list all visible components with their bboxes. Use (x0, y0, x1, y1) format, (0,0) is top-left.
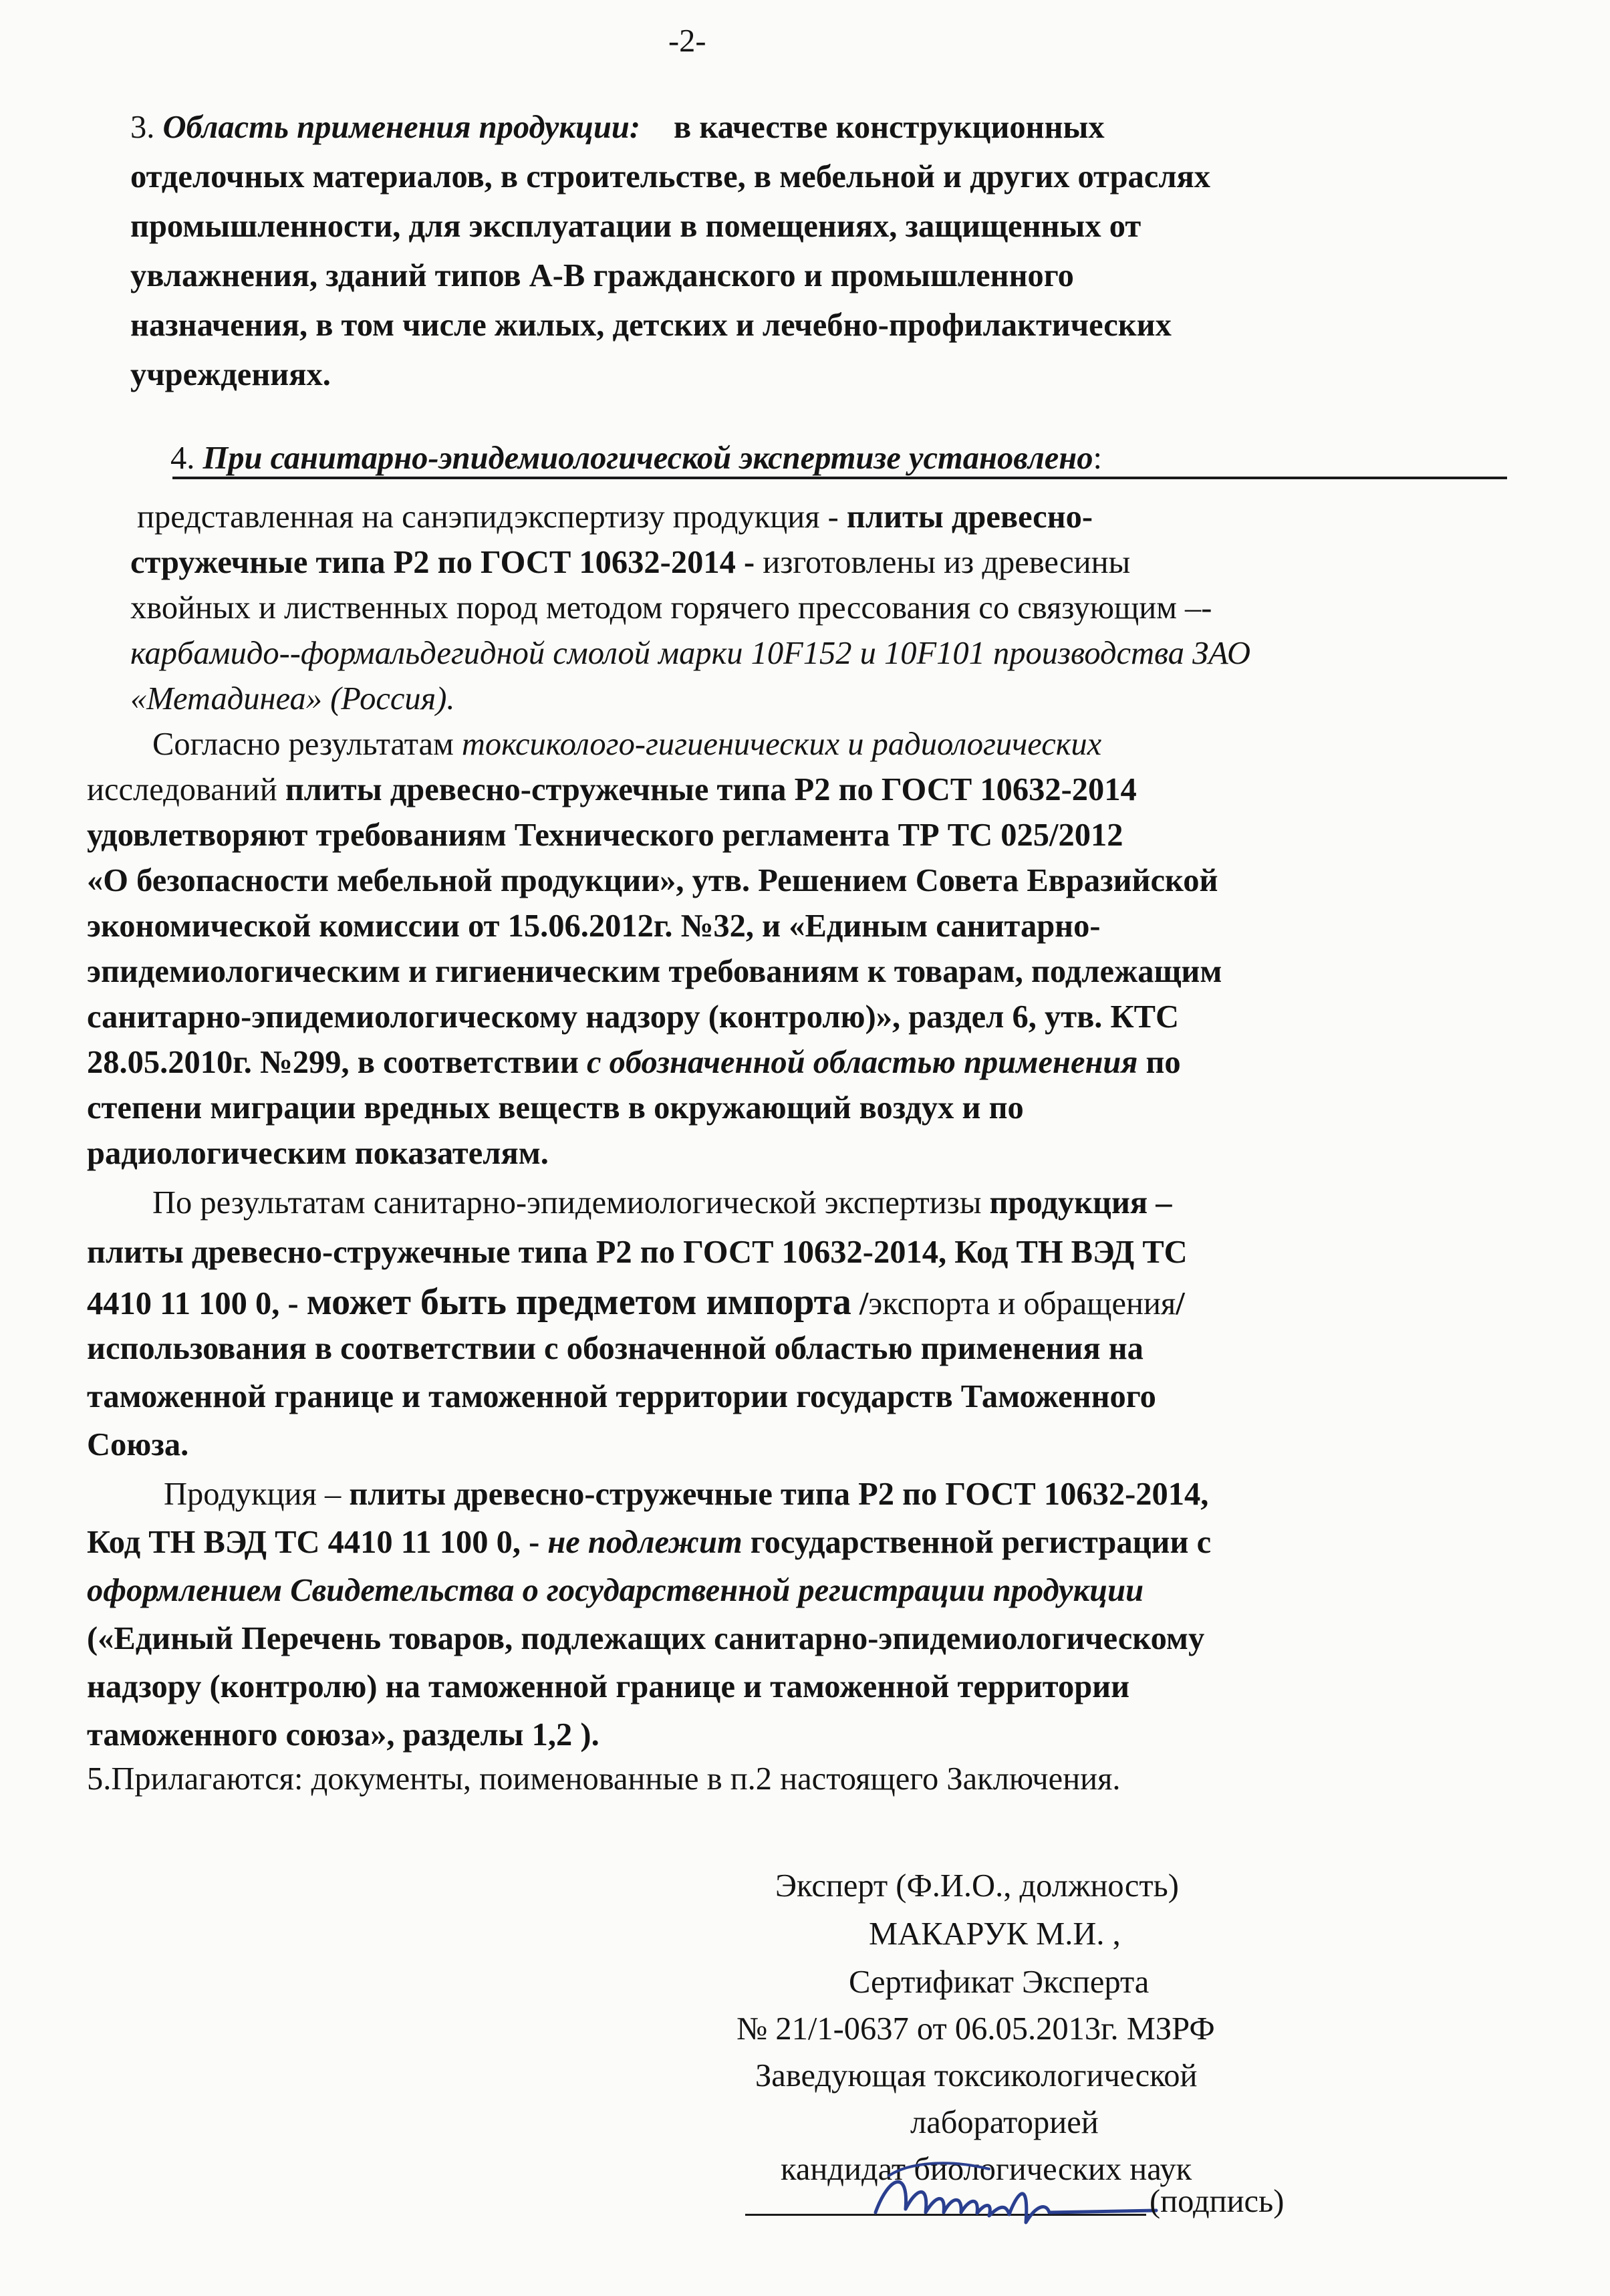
p3-l3-slash-end: / (1176, 1286, 1185, 1321)
p3-l3-code: 4410 11 100 0, - (87, 1286, 307, 1321)
p3-l1-bold: продукция – (989, 1185, 1172, 1221)
p1-l2-product: стружечные типа Р2 по ГОСТ 10632-2014 - (130, 545, 763, 580)
p2-l1-text: Согласно результатам (152, 727, 462, 762)
p1-line-5: «Метадинеа» (Россия). (130, 681, 455, 717)
p4-l1-product: плиты древесно-стружечные типа Р2 по ГОСТ 10632-2014, (349, 1477, 1209, 1512)
section-4-title: При санитарно-эпидемиологической экспертизе установлено (203, 440, 1093, 476)
p2-line-7: санитарно-эпидемиологическому надзору (контролю)», раздел 6, утв. КТС (87, 999, 1180, 1035)
p3-l3-export: экспорта и обращения (868, 1286, 1176, 1321)
section-3-line-5: назначения, в том числе жилых, детских и лечебно-профилактических (130, 307, 1172, 343)
section-3-text: в качестве конструкционных (674, 110, 1105, 145)
p3-line-5: таможенной границе и таможенной территории государств Таможенного (87, 1379, 1156, 1414)
sig-certificate-number: № 21/1-0637 от 06.05.2013г. МЗРФ (736, 2011, 1215, 2047)
section-5: 5.Прилагаются: документы, поименованные в п.2 настоящего Заключения. (87, 1761, 1121, 1797)
p2-l1-italic: токсиколого-гигиенических и радиологических (461, 727, 1102, 762)
p2-line-2 (87, 774, 1137, 807)
sig-certificate: Сертификат Эксперта (849, 1964, 1150, 2000)
p4-l2-code: Код ТН ВЭД ТС 4410 11 100 0, - (87, 1525, 548, 1560)
section-4-heading (170, 442, 1102, 475)
section-3-line-6: учреждениях. (130, 357, 331, 392)
p2-line-10: радиологическим показателям. (87, 1136, 549, 1171)
p4-line-1 (164, 1479, 1208, 1511)
p2-l2-product: плиты древесно-стружечные типа Р2 по ГОСТ 10632-2014 (285, 772, 1137, 807)
section-3-line-2: отделочных материалов, в строительстве, в мебельной и других отраслях (130, 159, 1211, 195)
p3-l1-text: По результатам санитарно-эпидемиологической экспертизы (152, 1185, 990, 1221)
p2-l8-italic: с обозначенной областью применения (587, 1045, 1138, 1080)
p2-line-9: степени миграции вредных веществ в окружающий воздух и по (87, 1090, 1024, 1126)
p2-line-8 (87, 1047, 1181, 1079)
p2-line-5: экономической комиссии от 15.06.2012г. №32, и «Единым санитарно- (87, 908, 1101, 944)
p4-line-5: надзору (контролю) на таможенной границе и таможенной территории (87, 1669, 1130, 1704)
p2-line-3: удовлетворяют требованиям Технического регламента ТР ТС 025/2012 (87, 817, 1123, 853)
p4-line-4: («Единый Перечень товаров, подлежащих санитарно-эпидемиологическому (87, 1621, 1205, 1656)
p3-line-6: Союза. (87, 1427, 189, 1462)
sig-lab: лабораторией (910, 2105, 1099, 2140)
section-4-underline (172, 477, 1507, 479)
sig-expert-label: Эксперт (Ф.И.О., должность) (775, 1868, 1179, 1904)
section-3-line-1 (130, 112, 1105, 144)
p3-l3-slash: / (851, 1286, 869, 1321)
p2-l2-text: исследований (87, 772, 285, 807)
p2-line-6: эпидемиологическим и гигиеническим требованиям к товарам, подлежащим (87, 954, 1222, 989)
p3-line-2: плиты древесно-стружечные типа Р2 по ГОСТ 10632-2014, Код ТН ВЭД ТС (87, 1235, 1188, 1270)
p1-line-3: хвойных и лиственных пород методом горячего прессования со связующим –- (130, 590, 1212, 626)
handwritten-signature (869, 2149, 1176, 2229)
p1-l2-text: изготовлены из древесины (763, 545, 1131, 580)
p4-line-3: оформлением Свидетельства о государственной регистрации продукции (87, 1573, 1144, 1608)
section-4-colon: : (1093, 440, 1102, 476)
page-number: -2- (668, 23, 706, 59)
sig-position: Заведующая токсикологической (755, 2058, 1198, 2093)
p3-line-4: использования в соответствии с обозначенной областью применения на (87, 1331, 1144, 1366)
p1-l1-text: представленная на санэпидэкспертизу продукция - (137, 499, 847, 535)
p4-l1-text: Продукция – (164, 1477, 350, 1512)
p1-l1-product: плиты древесно- (846, 499, 1093, 535)
sig-expert-name: МАКАРУК М.И. , (869, 1916, 1121, 1952)
section-3-line-4: увлажнения, зданий типов А-В гражданского и промышленного (130, 258, 1074, 293)
section-4-number: 4. (170, 440, 203, 476)
p4-l2-rest: государственной регистрации с (742, 1525, 1212, 1560)
sig-degree: кандидат биологических наук (781, 2152, 1192, 2187)
p1-line-4: карбамидо--формальдегидной смолой марки 10F152 и 10F101 производства ЗАО (130, 636, 1250, 671)
section-3-heading: Область применения продукции: (162, 110, 641, 145)
p4-line-2 (87, 1527, 1211, 1559)
p1-line-2 (130, 547, 1130, 580)
p1-line-1 (137, 501, 1093, 534)
p3-l3-emphasis: может быть предметом импорта (306, 1281, 851, 1323)
p2-l8-end: по (1137, 1045, 1181, 1080)
section-3-line-3: промышленности, для эксплуатации в помещениях, защищенных от (130, 209, 1142, 244)
sig-label: (подпись) (1150, 2184, 1285, 2219)
p2-l8-bold: 28.05.2010г. №299, в соответствии (87, 1045, 587, 1080)
p4-l2-italic: не подлежит (547, 1525, 743, 1560)
p4-line-6: таможенного союза», разделы 1,2 ). (87, 1717, 599, 1753)
section-3-number: 3. (130, 110, 163, 145)
p3-line-1 (152, 1187, 1172, 1220)
p2-line-4: «О безопасности мебельной продукции», утв. Решением Совета Евразийской (87, 863, 1218, 898)
p3-line-3 (87, 1283, 1185, 1321)
p2-line-1 (152, 729, 1101, 761)
